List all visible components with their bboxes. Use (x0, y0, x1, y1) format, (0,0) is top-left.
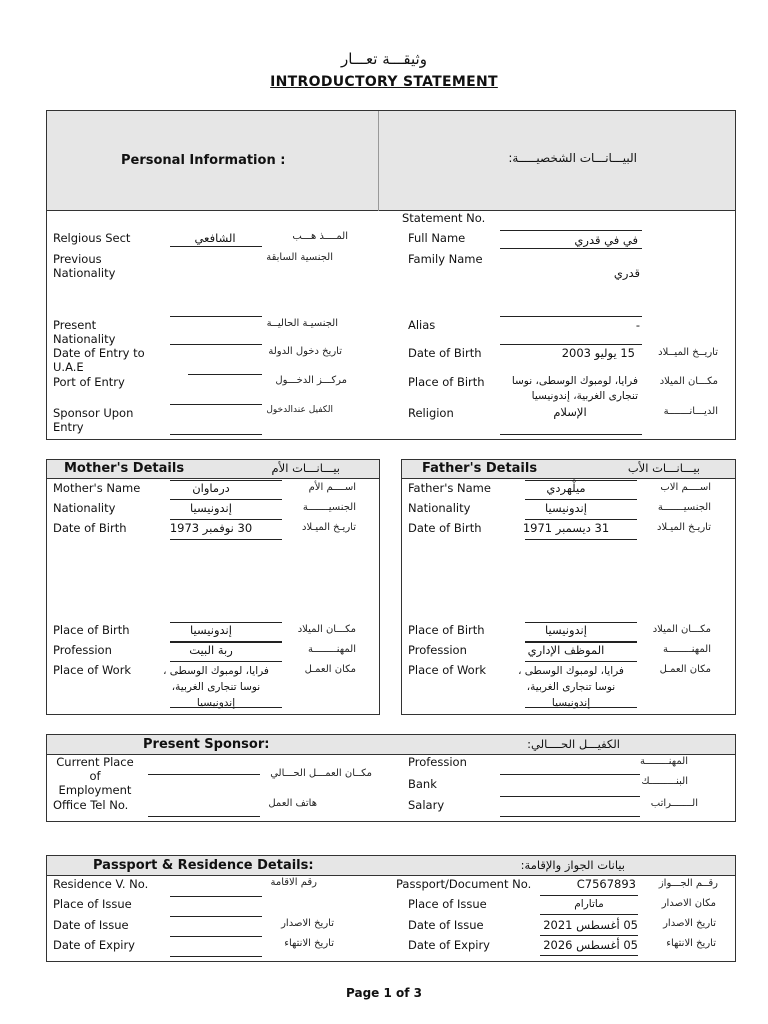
mother-row-arabic: اســــم الأم (308, 482, 356, 493)
pob-value: فرايا، لومبوك الوسطى، نوسا تنجارى الغربية، إندونيسيا (511, 375, 638, 402)
passport-no-label: Passport/Document No. (396, 877, 532, 891)
mother-row-label: Mother's Name (53, 481, 141, 495)
date-issue-right-label: Date of Issue (408, 918, 484, 932)
mother-row-label: Date of Birth (53, 521, 127, 535)
father-row-value: 31 ديسمبر 1971 (522, 521, 610, 535)
salary-arabic: الـــــــراتب (650, 798, 698, 809)
mother-row-value: درماوان (192, 481, 230, 495)
date-expiry-right-arabic: تاريخ الانتهاء (666, 938, 716, 949)
father-row-label: Place of Birth (408, 623, 485, 637)
alias-value: - (635, 318, 640, 332)
mother-heading: Mother's Details (64, 461, 185, 476)
date-issue-right-value: 05 أغسطس 2021 (543, 918, 638, 932)
mother-row-value: إندونيسيا (190, 623, 232, 637)
dob-arabic: تاريــخ الميــلاد (658, 347, 718, 358)
father-row-arabic: تاريـخ الميـلاد (657, 522, 711, 533)
date-expiry-left-arabic: تاريخ الانتهاء (284, 938, 334, 949)
religious-sect-arabic: المــــذ هـــب (292, 231, 348, 242)
mother-row-arabic: مكان العمـل (304, 664, 356, 675)
date-expiry-left-label: Date of Expiry (53, 938, 135, 952)
mother-heading-arabic: بيـــانـــات الأم (271, 461, 340, 475)
personal-info-heading-arabic: البيـــانـــات الشخصيـــــة: (508, 151, 637, 165)
port-entry-arabic: مركـــز الدخـــول (275, 375, 347, 386)
father-row-label: Profession (408, 643, 467, 657)
father-row-value: فرايا، لومبوك الوسطى ، نوسا تنجارى الغربية، إندونيسيا (518, 665, 624, 709)
religion-value: الإسلام (553, 405, 587, 419)
place-issue-left-label: Place of Issue (53, 897, 132, 911)
religion-arabic: الديـــانـــــــة (663, 406, 718, 417)
dob-label: Date of Birth (408, 346, 482, 360)
residence-no-label: Residence V. No. (53, 877, 149, 891)
current-place-label: Current Place of Employment (56, 755, 134, 797)
previous-nationality-arabic: الجنسية السابقة (266, 252, 333, 263)
date-issue-left-arabic: تاريخ الاصدار (281, 918, 334, 929)
father-row-value: إندونيسيا (545, 501, 587, 515)
father-row-value: إندونيسيا (545, 623, 587, 637)
port-entry-label: Port of Entry (53, 375, 125, 389)
sponsor-profession-arabic: المهنــــــــة (639, 756, 688, 767)
bank-arabic: البنـــــــــك (641, 776, 688, 787)
father-row-value: ميلْهردي (546, 481, 586, 495)
mother-row-label: Place of Birth (53, 623, 130, 637)
place-issue-right-arabic: مكان الاصدار (661, 898, 716, 909)
family-name-label: Family Name (408, 252, 483, 266)
statement-no-label: Statement No. (402, 211, 486, 225)
personal-info-heading: Personal Information : (121, 153, 286, 168)
previous-nationality-label: Previous Nationality (53, 252, 116, 280)
religion-label: Religion (408, 406, 454, 420)
date-entry-label: Date of Entry to U.A.E (53, 346, 145, 374)
mother-row-arabic: تاريـخ الميـلاد (302, 522, 356, 533)
passport-heading: Passport & Residence Details: (93, 858, 314, 873)
father-row-arabic: مكان العمـل (659, 664, 711, 675)
father-heading: Father's Details (422, 461, 538, 476)
passport-no-arabic: رقــم الجـــواز (658, 878, 718, 889)
father-row-label: Date of Birth (408, 521, 482, 535)
passport-no-value: C7567893 (576, 877, 636, 891)
alias-label: Alias (408, 318, 436, 332)
father-heading-arabic: بيـــانـــات الأب (627, 461, 700, 475)
mother-row-value: ربة البيت (189, 643, 233, 657)
father-row-arabic: المهنــــــــة (662, 644, 711, 655)
father-row-label: Father's Name (408, 481, 491, 495)
full-name-label: Full Name (408, 231, 466, 245)
pob-arabic: مكـــان الميلاد (659, 376, 718, 387)
religious-sect-value: الشافعي (194, 231, 236, 245)
date-expiry-right-value: 05 أغسطس 2026 (543, 938, 638, 952)
sponsor-entry-label: Sponsor Upon Entry (53, 406, 134, 434)
office-tel-label: Office Tel No. (53, 798, 129, 812)
sponsor-profession-label: Profession (408, 755, 467, 769)
residence-no-arabic: رقم الاقامة (270, 877, 317, 888)
father-row-label: Nationality (408, 501, 471, 515)
date-expiry-right-label: Date of Expiry (408, 938, 490, 952)
passport-heading-arabic: بيانات الجواز والإقامة: (520, 858, 625, 872)
family-name-value: قدري (613, 266, 640, 280)
document-title: INTRODUCTORY STATEMENT (270, 74, 498, 90)
sponsor-entry-arabic: الكفيل عندالدخول (266, 405, 333, 415)
mother-row-label: Profession (53, 643, 112, 657)
bank-label: Bank (408, 777, 437, 791)
pob-label: Place of Birth (408, 375, 485, 389)
religious-sect-label: Relgious Sect (53, 231, 131, 245)
place-issue-right-label: Place of Issue (408, 897, 487, 911)
mother-row-arabic: مكـــان الميلاد (297, 624, 356, 635)
office-tel-arabic: هاتف العمل (268, 798, 317, 809)
present-nationality-label: Present Nationality (53, 318, 116, 346)
father-row-arabic: مكـــان الميلاد (652, 624, 711, 635)
present-sponsor-heading: Present Sponsor: (143, 737, 270, 752)
date-entry-arabic: تاريخ دخول الدولة (268, 346, 342, 357)
date-issue-right-arabic: تاريخ الاصدار (663, 918, 716, 929)
mother-row-value: فرايا، لومبوك الوسطى ، نوسا تنجارى الغربية، إندونيسيا (163, 665, 269, 709)
full-name-value: في في قدري (574, 233, 638, 247)
mother-row-label: Nationality (53, 501, 116, 515)
mother-row-arabic: المهنــــــــة (307, 644, 356, 655)
dob-value: 15 يوليو 2003 (561, 346, 635, 360)
present-sponsor-heading-arabic: الكفيـــل الحــــالي: (527, 737, 620, 751)
mother-row-arabic: الجنسيـــــــة (302, 502, 356, 513)
mother-row-value: إندونيسيا (190, 501, 232, 515)
title-arabic: وثيقـــة تعـــار (341, 50, 427, 68)
father-row-label: Place of Work (408, 663, 487, 677)
page-number: Page 1 of 3 (346, 986, 422, 1000)
mother-row-label: Place of Work (53, 663, 132, 677)
salary-label: Salary (408, 798, 445, 812)
mother-row-value: 30 نوفمبر 1973 (169, 521, 253, 535)
place-issue-right-value: ماتارام (574, 898, 604, 910)
present-nationality-arabic: الجنسيـة الحاليــة (266, 318, 338, 329)
father-row-arabic: الجنسيـــــــة (657, 502, 711, 513)
father-row-arabic: اســــم الاب (660, 482, 711, 493)
current-place-arabic: مكــان العمـــل الحـــالي (270, 768, 372, 779)
father-row-value: الموظف الإداري (527, 643, 605, 657)
date-issue-left-label: Date of Issue (53, 918, 129, 932)
